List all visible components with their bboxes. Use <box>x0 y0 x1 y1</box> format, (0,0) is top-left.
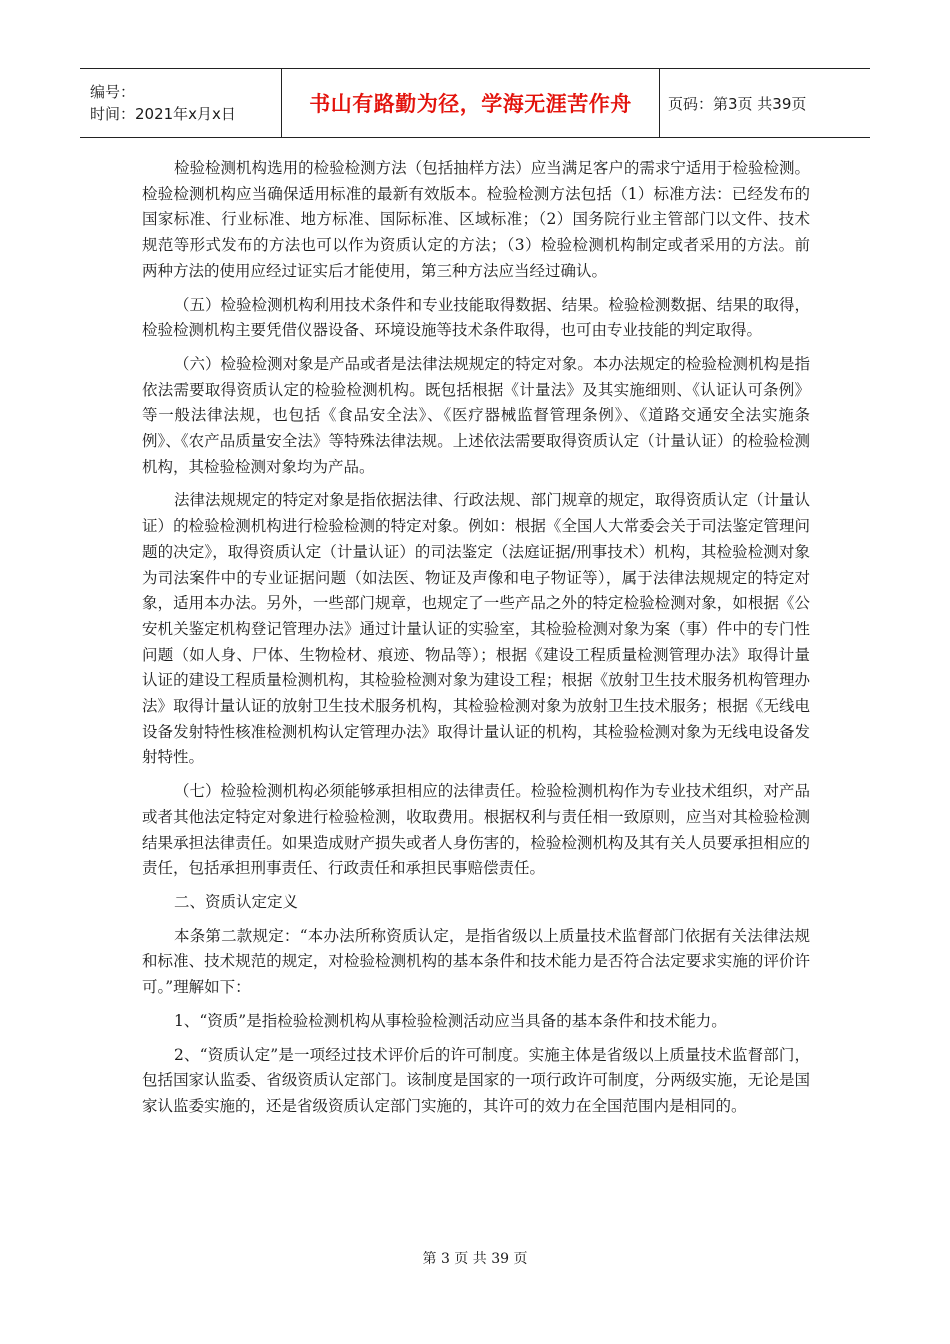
paragraph: （七）检验检测机构必须能够承担相应的法律责任。检验检测机构作为专业技术组织，对产品或者其他法定特定对象进行检验检测，收取费用。根据权利与责任相一致原则，应当对其检验检测结果承担法律责任。如果造成财产损失或者人身伤害的，检验检测机构及其有关人员要承担相应的责任，包括承担刑事责任、行政责任和承担民事赔偿责任。 <box>142 782 810 878</box>
page-header <box>80 68 870 138</box>
header-page-info: 页码：第3页 共39页 <box>668 94 807 113</box>
section-heading: 二、资质认定定义 <box>174 892 299 911</box>
header-meta-cell <box>80 69 282 137</box>
paragraph: 2、“资质认定”是一项经过技术评价后的许可制度。实施主体是省级以上质量技术监督部门，包括国家认监委、省级资质认定部门。该制度是国家的一项行政许可制度，分两级实施，无论是国家认监委实施的，还是省级资质认定部门实施的，其许可的效力在全国范围内是相同的。 <box>142 1045 810 1115</box>
page-footer: 第 3 页 共 39 页 <box>422 1251 528 1267</box>
header-motto: 书山有路勤为径，学海无涯苦作舟 <box>309 92 632 116</box>
header-page-cell <box>660 69 870 137</box>
paragraph: （五）检验检测机构利用技术条件和专业技能取得数据、结果。检验检测数据、结果的取得，检验检测机构主要凭借仪器设备、环境设施等技术条件取得，也可由专业技能的判定取得。 <box>142 295 810 340</box>
paragraph: 本条第二款规定：“本办法所称资质认定，是指省级以上质量技术监督部门依据有关法律法规和标准、技术规范的规定，对检验检测机构的基本条件和技术能力是否符合法定要求实施的评价许可。”理解如下： <box>142 926 810 997</box>
document-time-label: 时间：2021年x月x日 <box>90 105 236 123</box>
document-number-label: 编号： <box>90 83 136 101</box>
paragraph: 检验检测机构选用的检验检测方法（包括抽样方法）应当满足客户的需求宁适用于检验检测。检验检测机构应当确保适用标准的最新有效版本。检验检测方法包括（1）标准方法：已经发布的国家标准、行业标准、地方标准、国际标准、区域标准；（2）国务院行业主管部门以文件、技术规范等形式发布的方法也可以作为资质认定的方法；（3）检验检测机构制定或者采用的方法。前两种方法的使用应经过证实后才能使用，第三种方法应当经过确认。 <box>142 159 810 280</box>
paragraph: （六）检验检测对象是产品或者是法律法规规定的特定对象。本办法规定的检验检测机构是指依法需要取得资质认定的检验检测机构。既包括根据《计量法》及其实施细则、《认证认可条例》等一般法律法规，也包括《食品安全法》、《医疗器械监督管理条例》、《道路交通安全法实施条例》、《农产品质量安全法》等特殊法律法规。上述依法需要取得资质认定（计量认证）的检验检测机构，其检验检测对象均为产品。 <box>142 354 810 476</box>
document-body <box>142 156 810 1128</box>
paragraph: 1、“资质”是指检验检测机构从事检验检测活动应当具备的基本条件和技术能力。 <box>174 1011 727 1030</box>
header-motto-cell <box>282 69 660 137</box>
paragraph: 法律法规规定的特定对象是指依据法律、行政法规、部门规章的规定，取得资质认定（计量认证）的检验检测机构进行检验检测的特定对象。例如：根据《全国人大常委会关于司法鉴定管理问题的决定》，取得资质认定（计量认证）的司法鉴定（法庭证据/刑事技术）机构，其检验检测对象为司法案件中的专业证据问题（如法医、物证及声像和电子物证等），属于法律法规规定的特定对象，适用本办法。另外，一些部门规章，也规定了一些产品之外的特定检验检测对象，如根据《公安机关鉴定机构登记管理办法》通过计量认证的实验室，其检验检测对象为案（事）件中的专门性问题（如人身、尸体、生物检材、痕迹、物品等）；根据《建设工程质量检测管理办法》取得计量认证的建设工程质量检测机构，其检验检测对象为建设工程；根据《放射卫生技术服务机构管理办法》取得计量认证的放射卫生技术服务机构，其检验检测对象为放射卫生技术服务；根据《无线电设备发射特性核准检测机构认定管理办法》取得计量认证的机构，其检验检测对象为无线电设备发射特性。 <box>142 491 810 767</box>
